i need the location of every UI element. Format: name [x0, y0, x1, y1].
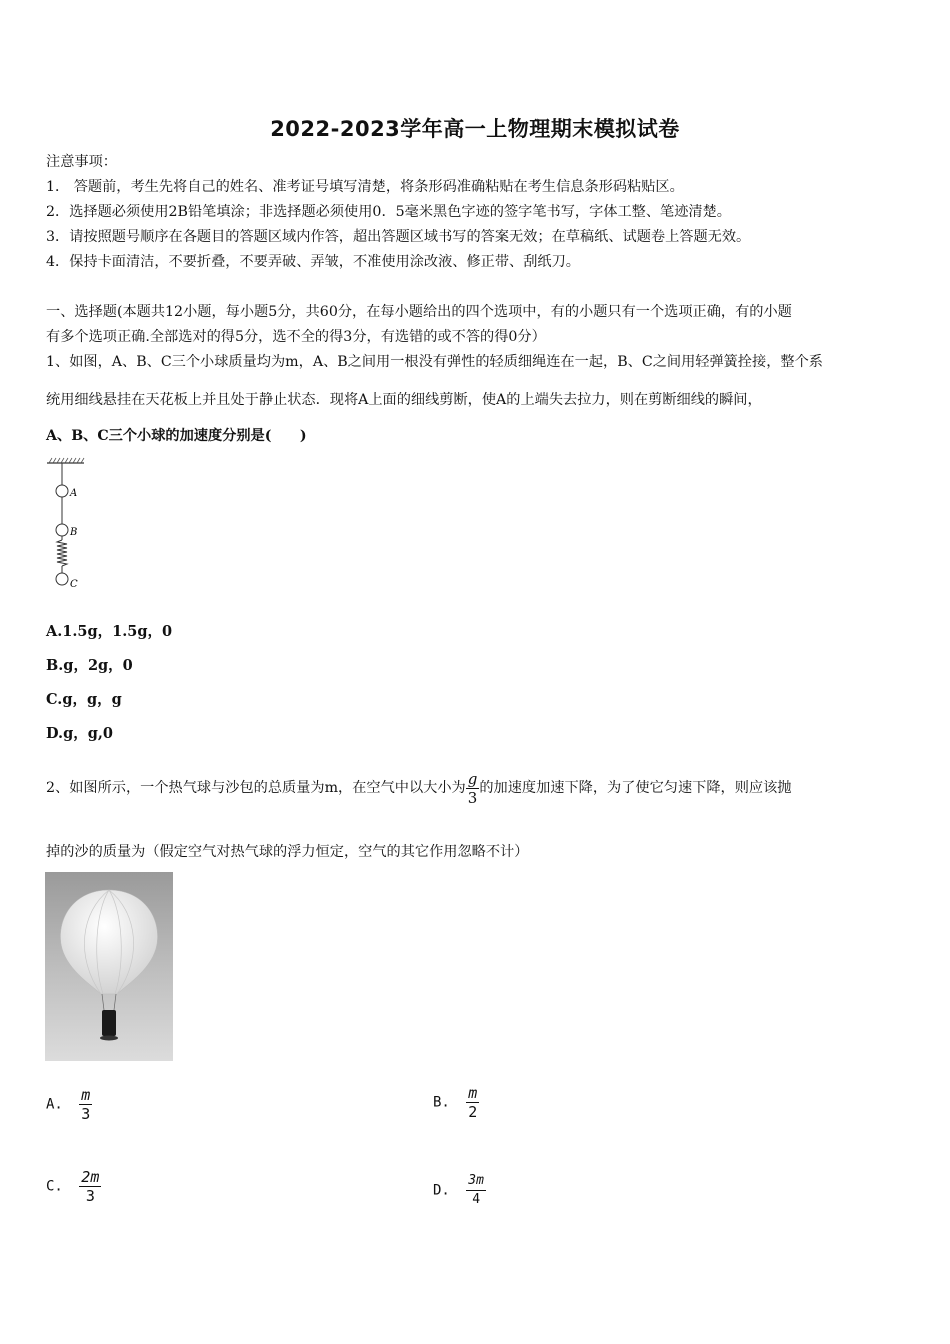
q2-line1 — [46, 760, 791, 816]
choice-fraction — [466, 1172, 486, 1209]
q2-line1-post: 的加速度加速下降，为了使它匀速下降，则应该抛 — [479, 780, 792, 796]
q2-choice-a — [46, 1086, 92, 1123]
label-c: C — [70, 579, 78, 590]
frac-numerator: m — [468, 1084, 478, 1102]
choice-fraction — [79, 1168, 101, 1205]
frac-numerator: 3m — [468, 1173, 484, 1188]
section-instructions-line2: 有多个选项正确.全部选对的得5分，选不全的得3分，有选错的或不答的得0分） — [46, 329, 546, 345]
notice-item-1: 1． 答题前，考生先将自己的姓名、准考证号填写清楚，将条形码准确粘贴在考生信息条形码粘贴区。 — [46, 179, 684, 195]
frac-numerator: 2m — [81, 1168, 100, 1186]
q2-choice-d — [433, 1172, 486, 1209]
ball-a — [56, 485, 68, 497]
q2-choice-c — [46, 1168, 101, 1205]
ball-b — [56, 524, 68, 536]
q2-fraction-g-over-3 — [466, 770, 480, 807]
choice-letter: D. — [433, 1182, 450, 1199]
q1-option-b: B.g，2g，0 — [46, 657, 133, 674]
choice-letter: C. — [46, 1178, 63, 1195]
q1-option-c: C.g，g，g — [46, 691, 122, 708]
frac-numerator: m — [81, 1086, 91, 1104]
frac-denominator: 3 — [81, 1105, 91, 1123]
q1-line1: 1、如图，A、B、C三个小球质量均为m，A、B之间用一根没有弹性的轻质细绳连在一起，B、C之间用轻弹簧拴接，整个系 — [46, 354, 823, 370]
q1-figure-hanging-balls — [44, 456, 94, 590]
q1-line2: 统用细线悬挂在天花板上并且处于静止状态．现将A上面的细线剪断，使A的上端失去拉力，则在剪断细线的瞬间， — [46, 392, 762, 408]
frac-denominator: 3 — [467, 788, 478, 807]
spring — [57, 540, 67, 566]
choice-letter: A. — [46, 1096, 63, 1113]
q1-option-d: D.g，g,0 — [46, 725, 114, 742]
notice-heading: 注意事项： — [46, 154, 117, 170]
hot-air-balloon-image — [45, 872, 173, 1061]
label-a: A — [70, 488, 78, 499]
choice-letter: B. — [433, 1094, 450, 1111]
page-title: 2022-2023学年高一上物理期末模拟试卷 — [270, 117, 680, 141]
frac-denominator: 3 — [85, 1187, 95, 1205]
choice-fraction — [466, 1084, 479, 1121]
notice-item-2: 2．选择题必须使用2B铅笔填涂；非选择题必须使用0．5毫米黑色字迹的签字笔书写，字体工整、笔迹清楚。 — [46, 204, 731, 220]
ball-c — [56, 573, 68, 585]
notice-item-4: 4．保持卡面清洁，不要折叠，不要弄破、弄皱，不准使用涂改液、修正带、刮纸刀。 — [46, 254, 580, 270]
q1-option-a: A.1.5g，1.5g，0 — [46, 623, 173, 640]
frac-denominator: 4 — [472, 1192, 481, 1207]
section-instructions-line1: 一、选择题(本题共12小题，每小题5分，共60分，在每小题给出的四个选项中，有的小题只有一个选项正确，有的小题 — [46, 304, 792, 320]
frac-numerator: g — [467, 769, 478, 788]
q2-choice-b — [433, 1084, 479, 1121]
frac-denominator: 2 — [468, 1103, 478, 1121]
q2-line2: 掉的沙的质量为（假定空气对热气球的浮力恒定，空气的其它作用忽略不计） — [46, 844, 529, 860]
q1-line3: A、B、C三个小球的加速度分别是( ) — [46, 428, 307, 444]
label-b: B — [70, 527, 78, 538]
choice-fraction — [79, 1086, 92, 1123]
notice-item-3: 3．请按照题号顺序在各题目的答题区域内作答，超出答题区域书写的答案无效；在草稿纸、试题卷上答题无效。 — [46, 229, 751, 245]
q2-line1-pre: 2、如图所示，一个热气球与沙包的总质量为m，在空气中以大小为 — [46, 780, 466, 796]
